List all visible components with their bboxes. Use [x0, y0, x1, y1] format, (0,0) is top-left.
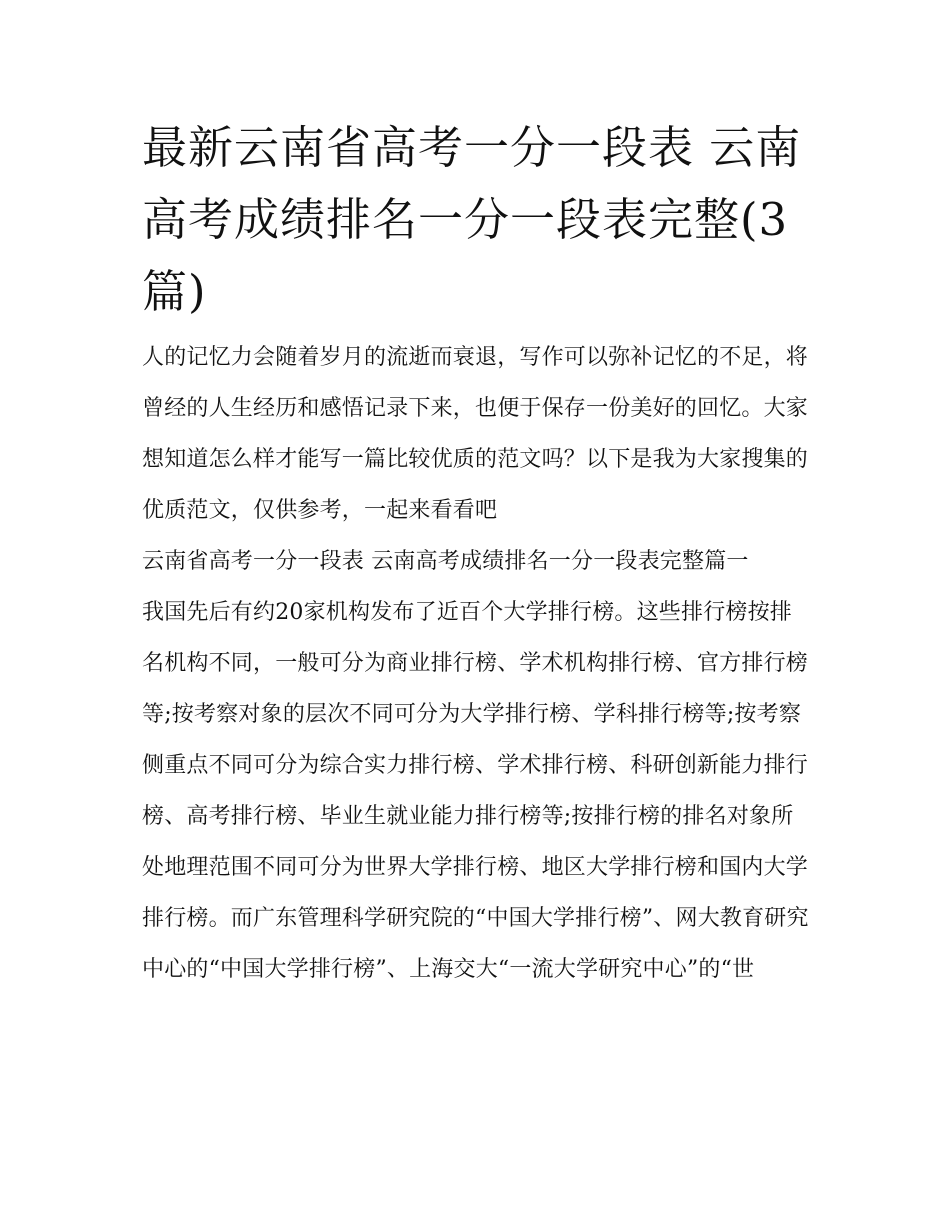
- body-paragraph: 我国先后有约20家机构发布了近百个大学排行榜。这些排行榜按排名机构不同，一般可分为商业排行榜、学术机构排行榜、官方排行榜等;按考察对象的层次不同可分为大学排行榜、学科排行榜等;按考察侧重点不同可分为综合实力排行榜、学术排行榜、科研创新能力排行榜、高考排行榜、毕业生就业能力排行榜等;按排行榜的排名对象所处地理范围不同可分为世界大学排行榜、地区大学排行榜和国内大学排行榜。而广东管理科学研究院的“中国大学排行榜”、网大教育研究中心的“中国大学排行榜”、上海交大“一流大学研究中心”的“世: [142, 600, 809, 982]
- intro-paragraph: 人的记忆力会随着岁月的流逝而衰退，写作可以弥补记忆的不足，将曾经的人生经历和感悟记录下来，也便于保存一份美好的回忆。大家想知道怎么样才能写一篇比较优质的范文吗？以下是我为大家搜集的优质范文，仅供参考，一起来看看吧: [142, 345, 809, 523]
- section-heading: 云南省高考一分一段表 云南高考成绩排名一分一段表完整篇一: [142, 549, 749, 574]
- document-title: 最新云南省高考一分一段表 云南高考成绩排名一分一段表完整(3篇): [142, 121, 802, 318]
- document-page: [142, 112, 814, 995]
